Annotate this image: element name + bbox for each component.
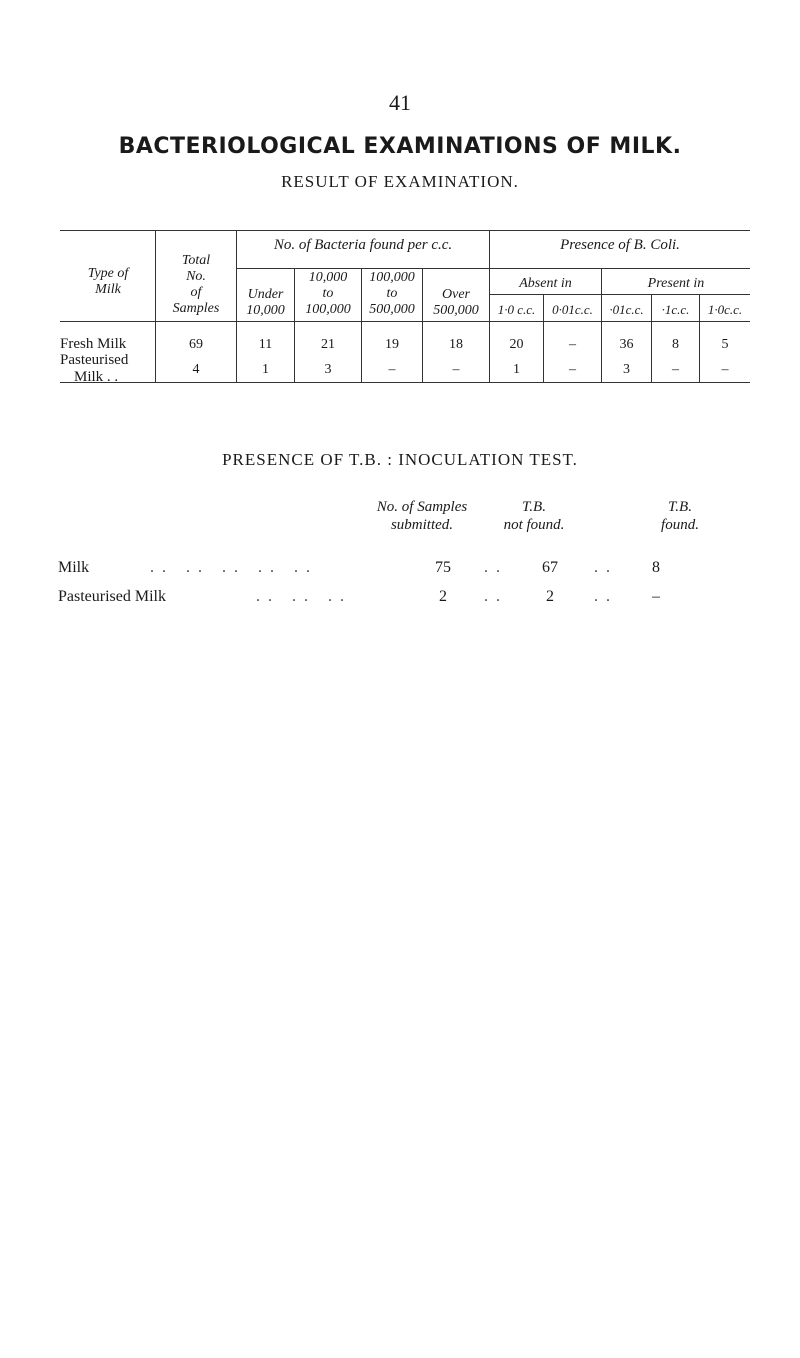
table-cell: 3 <box>623 362 630 377</box>
tb-row-leader-dots: . . . . . . . . . . <box>150 559 312 576</box>
header-absent-001cc: 0·01c.c. <box>552 302 593 317</box>
table-cell: – <box>388 362 396 377</box>
tb-separator-dots: . . <box>484 559 502 576</box>
coli-subcol-rule <box>489 294 750 295</box>
table-cell: 11 <box>258 337 273 352</box>
header-present-1cc: ·1c.c. <box>661 302 690 317</box>
table-cell: 8 <box>672 337 679 352</box>
header-bacteria-group: No. of Bacteria found per c.c. <box>273 237 453 253</box>
tb-row-label-pasteurised: Pasteurised Milk <box>58 588 166 605</box>
header-present-01cc: ·01c.c. <box>609 302 644 317</box>
tb-separator-dots: . . <box>594 559 612 576</box>
table-cell: – <box>569 362 576 377</box>
tb-cell: – <box>652 588 660 605</box>
bacteria-group-rule <box>236 268 490 269</box>
main-title: BACTERIOLOGICAL EXAMINATIONS OF MILK. <box>118 134 682 159</box>
tb-col-found: T.B. found. <box>661 499 699 533</box>
table-cell: 36 <box>619 337 634 352</box>
header-total-samples: Total No. of Samples <box>172 253 220 317</box>
header-100000-to-500000: 100,000 to 500,000 <box>369 270 415 318</box>
tb-col-not-found: T.B. not found. <box>503 499 565 533</box>
table-cell: – <box>452 362 460 377</box>
table-cell: 21 <box>321 337 335 352</box>
tb-cell: 2 <box>439 588 447 605</box>
table-cell: – <box>569 337 576 352</box>
row-label-fresh-milk: Fresh Milk <box>60 336 127 352</box>
table-cell: 69 <box>189 337 203 352</box>
table-cell: 1 <box>513 362 520 377</box>
tb-separator-dots: . . <box>594 588 612 605</box>
tb-section-title: PRESENCE OF T.B. : INOCULATION TEST. <box>222 450 578 469</box>
table-cell: – <box>672 362 679 377</box>
tb-cell: 2 <box>546 588 554 605</box>
header-absent-1cc: 1·0 c.c. <box>497 302 536 317</box>
header-under-10000: Under 10,000 <box>246 287 285 319</box>
row-label-pasteurised: Pasteurised Milk . . <box>60 352 129 386</box>
page-number: 41 <box>389 90 411 115</box>
table-top-rule <box>60 230 750 231</box>
table-cell: 19 <box>385 337 399 352</box>
coli-group-rule <box>489 268 750 269</box>
table-cell: 20 <box>509 337 524 352</box>
header-type-of-milk: Type of Milk <box>87 266 129 298</box>
table-header-bottom-rule <box>60 321 750 322</box>
tb-row-label-milk: Milk <box>58 559 90 576</box>
header-present-10cc: 1·0c.c. <box>707 302 743 317</box>
table-cell: 5 <box>721 337 729 352</box>
header-coli-group: Presence of B. Coli. <box>560 237 680 253</box>
tb-cell: 67 <box>542 559 558 576</box>
table-cell: – <box>721 362 729 377</box>
table-cell: 18 <box>449 337 463 352</box>
header-absent-in: Absent in <box>519 276 572 291</box>
table-cell: 4 <box>192 362 200 377</box>
tb-cell: 75 <box>435 559 451 576</box>
tb-row-leader-dots: . . . . . . <box>256 588 346 605</box>
results-table <box>0 0 800 420</box>
tb-cell: 8 <box>652 559 660 576</box>
tb-col-samples-submitted: No. of Samples submitted. <box>376 499 468 533</box>
table-cell: 1 <box>262 362 269 377</box>
table-bottom-rule <box>60 382 750 383</box>
header-10000-to-100000: 10,000 to 100,000 <box>305 270 351 318</box>
sub-title: RESULT OF EXAMINATION. <box>281 172 519 191</box>
table-cell: 3 <box>324 362 332 377</box>
header-over-500000: Over 500,000 <box>433 287 479 319</box>
header-present-in: Present in <box>647 276 705 291</box>
tb-separator-dots: . . <box>484 588 502 605</box>
